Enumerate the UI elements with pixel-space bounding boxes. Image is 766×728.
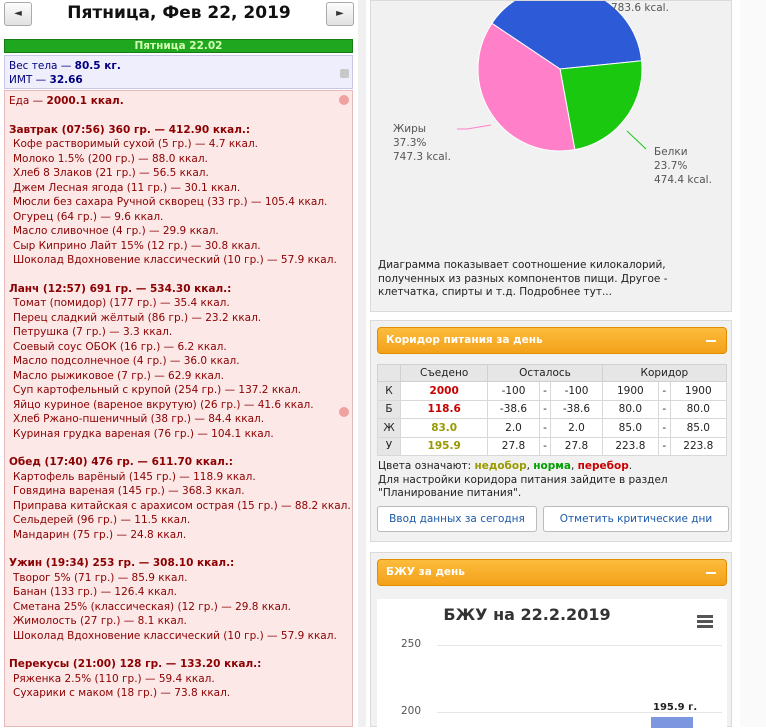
meal-item[interactable]: Масло рыжиковое (7 гр.) — 62.9 ккал.: [13, 369, 224, 382]
row-label: К: [378, 382, 401, 401]
mark-critical-days-button[interactable]: Отметить критические дни: [543, 506, 729, 532]
pie-label-protein: [654, 145, 712, 187]
meal-title[interactable]: Обед (17:40) 476 гр. — 611.70 ккал.:: [9, 456, 233, 468]
pie-protein-pct: 23.7%: [654, 160, 688, 172]
edit-meal-icon[interactable]: [339, 407, 349, 417]
food-total-value: 2000.1 ккал.: [46, 95, 124, 107]
meal-block: [9, 455, 351, 542]
color-legend: Цвета означают: недобор, норма, перебор.: [378, 460, 633, 472]
food-total: [9, 94, 348, 109]
corridor-note: [378, 460, 728, 501]
separator: -: [659, 437, 671, 456]
col-left: Осталось: [488, 365, 602, 382]
bmi-label: ИМТ —: [9, 74, 50, 86]
weight-line: [9, 59, 348, 73]
left-min: 2.0: [488, 419, 539, 438]
food-box: [4, 90, 353, 727]
left-max: -38.6: [551, 400, 602, 419]
diary-column: [0, 0, 358, 727]
meal-item[interactable]: Сельдерей (96 гр.) — 11.5 ккал.: [13, 514, 191, 526]
legend-over: перебор: [577, 460, 629, 472]
meal-item[interactable]: Ряженка 2.5% (110 гр.) — 59.4 ккал.: [13, 672, 215, 685]
meal-item[interactable]: Масло сливочное (4 гр.) — 29.9 ккал.: [13, 225, 219, 237]
pie-fat-pct: 37.3%: [393, 137, 427, 149]
meal-item[interactable]: Перец сладкий жёлтый (86 гр.) — 23.2 ккал.: [13, 311, 262, 324]
corridor-row: [378, 419, 727, 438]
pie-protein-kcal: 474.4 kcal.: [654, 174, 712, 186]
meal-item[interactable]: Кофе растворимый сухой (5 гр.) — 4.7 ккал.: [13, 138, 259, 150]
pie-label-fat: [393, 122, 451, 164]
meal-item[interactable]: Томат (помидор) (177 гр.) — 35.4 ккал.: [13, 297, 230, 309]
meals-list: [9, 123, 351, 701]
left-min: -100: [488, 382, 539, 401]
meal-item[interactable]: Картофель варёный (145 гр.) — 118.9 ккал.: [13, 470, 256, 483]
corner-cell: [378, 365, 401, 382]
left-max: 27.8: [551, 437, 602, 456]
grid-line: [437, 645, 722, 646]
bar-carbs[interactable]: [651, 717, 693, 728]
bju-header[interactable]: [377, 559, 727, 586]
pie-note[interactable]: Диаграмма показывает соотношение килокалорий, полученных из разных компонентов пищи. Другое - клетчатка, спирты и т.д. Подробнее тут...: [378, 259, 668, 298]
meal-item[interactable]: Соевый соус ОБОК (16 гр.) — 6.2 ккал.: [13, 340, 227, 353]
calorie-ratio-panel: [370, 0, 732, 312]
corridor-row: [378, 382, 727, 401]
left-min: 27.8: [488, 437, 539, 456]
separator: -: [659, 382, 671, 401]
date-navigation: [4, 0, 354, 30]
pie-label-carbs-kcal: 783.6 kcal.: [611, 2, 669, 14]
enter-today-button[interactable]: Ввод данных за сегодня: [377, 506, 537, 532]
separator: -: [659, 400, 671, 419]
bar-data-label: 195.9 г.: [653, 702, 698, 714]
corridor-hint[interactable]: Для настройки коридора питания зайдите в раздел "Планирование питания".: [378, 473, 668, 499]
meal-item[interactable]: Сухарики с маком (18 гр.) — 73.8 ккал.: [13, 687, 231, 699]
y-tick-label: 250: [401, 638, 422, 650]
meal-item[interactable]: Шоколад Вдохновение классический (10 гр.) — 57.9 ккал.: [13, 629, 337, 642]
left-max: 2.0: [551, 419, 602, 438]
meal-title[interactable]: Ужин (19:34) 253 гр. — 308.10 ккал.:: [9, 557, 235, 569]
left-max: -100: [551, 382, 602, 401]
meal-item[interactable]: Мюсли без сахара Ручной скворец (33 гр.) — 105.4 ккал.: [13, 196, 328, 208]
meal-block: [9, 123, 348, 268]
meal-block: [9, 282, 348, 442]
pie-fat-kcal: 747.3 kcal.: [393, 151, 451, 163]
separator: -: [539, 382, 551, 401]
meal-item[interactable]: Джем Лесная ягода (11 гр.) — 30.1 ккал.: [13, 181, 241, 194]
corridor-panel: [370, 320, 732, 542]
bmi-value: 32.66: [49, 74, 83, 86]
edit-food-icon[interactable]: [339, 95, 349, 105]
collapse-icon[interactable]: [706, 340, 716, 342]
corridor-table-header: [378, 365, 727, 382]
meal-item[interactable]: Молоко 1.5% (200 гр.) — 88.0 ккал.: [13, 152, 208, 165]
trash-icon[interactable]: [340, 69, 349, 78]
meal-item[interactable]: Огурец (64 гр.) — 9.6 ккал.: [13, 210, 164, 223]
corridor-header-title: Коридор питания за день: [386, 334, 543, 346]
eaten-value: 118.6: [401, 400, 488, 419]
meal-item[interactable]: Суп картофельный с крупой (254 гр.) — 137.2 ккал.: [13, 384, 301, 396]
row-label: Ж: [378, 419, 401, 438]
weight-box[interactable]: [4, 55, 353, 89]
meal-title[interactable]: Завтрак (07:56) 360 гр. — 412.90 ккал.:: [9, 123, 251, 136]
corridor-min: 1900: [602, 382, 658, 401]
corridor-max: 1900: [670, 382, 726, 401]
pie-fat-name: Жиры: [393, 123, 427, 135]
meal-item[interactable]: Хлеб 8 Злаков (21 гр.) — 56.5 ккал.: [13, 167, 209, 179]
bju-panel: [370, 552, 732, 727]
row-label: У: [378, 437, 401, 456]
separator: -: [539, 400, 551, 419]
legend-under: недобор: [474, 460, 527, 472]
meal-item[interactable]: Жимолость (27 гр.) — 8.1 ккал.: [13, 615, 187, 627]
meal-item[interactable]: Яйцо куриное (вареное вкрутую) (26 гр.) — 41.6 ккал.: [13, 398, 314, 411]
meal-item[interactable]: Шоколад Вдохновение классический (10 гр.) — 57.9 ккал.: [13, 254, 337, 266]
bmi-line: [9, 73, 348, 87]
separator: -: [539, 437, 551, 456]
corridor-table: [377, 364, 727, 456]
meal-item[interactable]: Говядина вареная (145 гр.) — 368.3 ккал.: [13, 485, 245, 497]
pie-protein-name: Белки: [654, 146, 688, 158]
meal-block: [9, 556, 348, 643]
meal-item[interactable]: Куриная грудка вареная (76 гр.) — 104.1 ккал.: [13, 427, 274, 440]
corridor-row: [378, 437, 727, 456]
eaten-value: 195.9: [401, 437, 488, 456]
eaten-value: 83.0: [401, 419, 488, 438]
meal-title[interactable]: Перекусы (21:00) 128 гр. — 133.20 ккал.:: [9, 658, 262, 670]
meal-item[interactable]: Сыр Киприно Лайт 15% (12 гр.) — 30.8 ккал.: [13, 239, 261, 252]
collapse-icon[interactable]: [706, 572, 716, 574]
corridor-header[interactable]: [377, 327, 727, 354]
col-eaten: Съедено: [401, 365, 488, 382]
separator: -: [659, 419, 671, 438]
meal-item[interactable]: Сметана 25% (классическая) (12 гр.) — 29.8 ккал.: [13, 600, 291, 613]
meal-title[interactable]: Ланч (12:57) 691 гр. — 534.30 ккал.:: [9, 282, 232, 295]
bju-chart: [377, 599, 727, 728]
chart-menu-icon[interactable]: [697, 615, 713, 627]
corridor-max: 223.8: [670, 437, 726, 456]
corridor-min: 80.0: [602, 400, 658, 419]
meal-item[interactable]: Приправа китайская с арахисом острая (15 гр.) — 88.2 ккал.: [13, 499, 351, 512]
col-corridor: Коридор: [602, 365, 726, 382]
corridor-min: 85.0: [602, 419, 658, 438]
bju-chart-title: БЖУ на 22.2.2019: [443, 605, 611, 624]
corridor-min: 223.8: [602, 437, 658, 456]
date-title: Пятница, Фев 22, 2019: [67, 3, 291, 23]
meal-item[interactable]: Хлеб Ржано-пшеничный (38 гр.) — 84.4 ккал.: [13, 413, 265, 425]
meal-item[interactable]: Масло подсолнечное (4 гр.) — 36.0 ккал.: [13, 355, 240, 367]
corridor-row: [378, 400, 727, 419]
page-scrollbar[interactable]: [740, 0, 766, 727]
weight-value: 80.5 кг.: [74, 60, 121, 72]
meal-item[interactable]: Петрушка (7 гр.) — 3.3 ккал.: [13, 326, 173, 338]
weight-label: Вес тела —: [9, 60, 75, 72]
separator: -: [539, 419, 551, 438]
y-tick-label: 200: [401, 705, 422, 717]
corridor-max: 85.0: [670, 419, 726, 438]
prev-day-button[interactable]: ◄: [4, 2, 32, 26]
column-divider: [358, 0, 366, 727]
bju-header-title: БЖУ за день: [386, 566, 465, 578]
next-day-button[interactable]: ►: [326, 2, 354, 26]
meal-item[interactable]: Мандарин (75 гр.) — 24.8 ккал.: [13, 528, 187, 541]
day-header: Пятница 22.02: [4, 39, 353, 53]
meal-item[interactable]: Банан (133 гр.) — 126.4 ккал.: [13, 586, 177, 598]
food-total-label: Еда —: [9, 95, 47, 107]
meal-block: [9, 657, 348, 701]
row-label: Б: [378, 400, 401, 419]
eaten-value: 2000: [401, 382, 488, 401]
meal-item[interactable]: Творог 5% (71 гр.) — 85.9 ккал.: [13, 571, 188, 584]
legend-norm: норма: [533, 460, 571, 472]
corridor-max: 80.0: [670, 400, 726, 419]
left-min: -38.6: [488, 400, 539, 419]
legend-prefix: Цвета означают:: [378, 460, 475, 472]
